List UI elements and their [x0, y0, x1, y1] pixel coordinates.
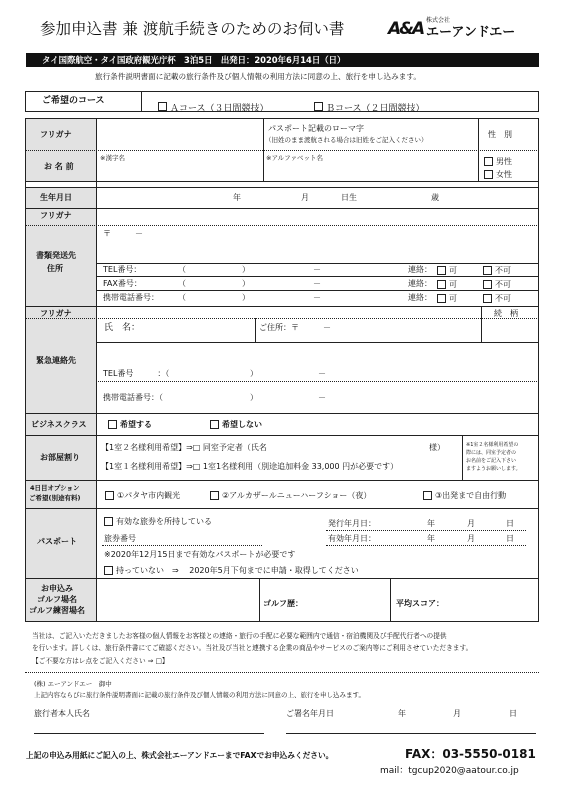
emergency-mobile-label: 携帯電話番号：（ [103, 393, 163, 402]
name-roman-input[interactable] [264, 151, 477, 180]
alphabet-note: ※アルファベット名 [266, 154, 324, 162]
golf-history-label: ゴルフ歴： [263, 599, 303, 608]
fax-contact-ng[interactable]: 不可 [483, 279, 511, 290]
name-furigana-input[interactable] [97, 119, 262, 149]
birthday-year: 年 [233, 193, 241, 202]
passport-expiry-label: 有効年月日： [328, 534, 376, 543]
golf-score-label: 平均スコア： [396, 599, 444, 608]
business-no-checkbox[interactable]: 希望しない [210, 419, 262, 430]
mailing-fax-label: FAX番号： [103, 279, 142, 288]
brand-mark: A&A [388, 19, 424, 39]
golf-label-3: ゴルフ練習場名 [29, 606, 85, 615]
passport-has-checkbox[interactable]: 有効な旅券を所持している [104, 516, 212, 527]
emergency-furigana-label: フリガナ [40, 309, 72, 318]
fax-paren-close: ） [242, 279, 250, 288]
option-3-checkbox[interactable]: ③出発まで自由行動 [423, 490, 506, 501]
mailing-furigana-label: フリガナ [40, 211, 72, 220]
signer-label: 旅行者本人氏名 [34, 709, 90, 718]
passport-number-input[interactable] [140, 532, 262, 544]
passport-notice: ※2020年12月15日まで有効なパスポートが必要です [104, 550, 296, 559]
brand-small: 株式会社 [426, 17, 451, 24]
room-note-3: お名前をご記入下さい [466, 458, 517, 464]
birthday-age: 歳 [431, 193, 439, 202]
mailing-tel-label: TEL番号： [103, 265, 142, 274]
business-label: ビジネスクラス [31, 420, 87, 429]
event-banner: タイ国際航空・タイ国政府観光庁杯 3泊5日 出発日：2020年6月14日（日） [26, 53, 539, 67]
kanji-note: ※漢字名 [100, 154, 125, 162]
mobile-contact: 連絡： [408, 293, 432, 302]
gender-male-checkbox[interactable]: 男性 [484, 156, 512, 167]
business-yes-checkbox[interactable]: 希望する [108, 419, 152, 430]
emergency-mobile-close: ） [250, 393, 258, 402]
room-note-4: ますようお願いします。 [466, 466, 521, 472]
golf-label-2: ゴルフ場名 [37, 595, 77, 604]
emergency-relation-label: 続 柄 [494, 309, 518, 318]
mailing-mobile-label: 携帯電話番号： [103, 293, 159, 302]
course-a-checkbox[interactable]: Ａコース（３日間競技） [158, 96, 269, 115]
mobile-contact-ng[interactable]: 不可 [483, 293, 511, 304]
postal-code: 〒 － [103, 229, 143, 238]
mobile-paren-open: （ [178, 293, 186, 302]
tel-dash: － [313, 265, 321, 274]
mailing-label-1: 書類発送先 [36, 251, 76, 260]
tel-contact: 連絡： [408, 265, 432, 274]
emergency-tel-dash: － [318, 369, 326, 378]
golf-label-1: お申込み [41, 584, 73, 593]
golf-course-input[interactable] [97, 579, 258, 621]
sign-date-label: ご署名年月日 [286, 709, 334, 718]
passport-number-label: 旅券番号 [104, 534, 136, 543]
fax-contact-ok[interactable]: 可 [437, 279, 457, 290]
issue-month: 月 [467, 519, 475, 528]
privacy-line-3[interactable]: 【ご不要な方はレ点をご記入ください ⇒ □】 [32, 657, 169, 665]
sign-month: 月 [453, 709, 461, 718]
name-label: お 名 前 [44, 162, 74, 171]
course-b-checkbox[interactable]: Ｂコース（２日間競技） [314, 96, 425, 115]
gender-label: 性 別 [488, 130, 512, 139]
birthday-month: 月 [301, 193, 309, 202]
mobile-contact-ok[interactable]: 可 [437, 293, 457, 304]
emergency-tel-close: ） [250, 369, 258, 378]
room-label: お部屋割り [40, 453, 80, 462]
room-note-2: 際には、同室予定者の [466, 450, 517, 456]
birthday-day: 日生 [341, 193, 357, 202]
passport-issue-label: 発行年月日： [328, 519, 376, 528]
passport-roman-title: パスポート記載のローマ字 [268, 124, 364, 133]
expiry-month: 月 [467, 534, 475, 543]
page-title: 参加申込書 兼 渡航手続きのためのお伺い書 [40, 20, 345, 38]
mobile-dash: － [313, 293, 321, 302]
tel-paren-close: ） [242, 265, 250, 274]
options-label-1: 4日目オプション [30, 484, 80, 492]
issue-year: 年 [427, 519, 435, 528]
intro-text: 旅行条件説明書面に記載の旅行条件及び個人情報の利用方法に同意の上、旅行を申し込みます。 [95, 72, 421, 81]
footer-mail[interactable]: mail：tgcup2020@aatour.co.jp [380, 766, 519, 776]
option-2-checkbox[interactable]: ②アルカザールニューハーフショー（夜） [210, 490, 371, 501]
emergency-label: 緊急連絡先 [36, 356, 76, 365]
emergency-tel-label: TEL番号 ：（ [103, 369, 170, 378]
fax-contact: 連絡： [408, 279, 432, 288]
course-label: ご希望のコース [42, 96, 105, 106]
addressee: (株) エーアンドエー 御中 [34, 680, 112, 688]
gender-female-checkbox[interactable]: 女性 [484, 169, 512, 180]
passport-label: パスポート [37, 537, 77, 546]
tel-paren-open: （ [178, 265, 186, 274]
sign-day: 日 [509, 709, 517, 718]
birthday-label: 生年月日 [40, 193, 72, 202]
brand-name: エーアンドエー [426, 25, 516, 40]
sign-year: 年 [398, 709, 406, 718]
name-furigana-label: フリガナ [40, 130, 72, 139]
tel-contact-ng[interactable]: 不可 [483, 265, 511, 276]
agree-text: 上記内容ならびに旅行条件説明書面に記載の旅行条件及び個人情報の利用方法に同意の上、旅行を申し込みます。 [34, 691, 365, 699]
signer-input[interactable] [100, 706, 270, 720]
brand-logo [388, 18, 538, 42]
expiry-day: 日 [506, 534, 514, 543]
emergency-name-input[interactable] [145, 319, 253, 341]
birthday-input[interactable] [97, 189, 538, 207]
footer-fax: FAX：03-5550-0181 [405, 747, 536, 761]
issue-day: 日 [506, 519, 514, 528]
tel-contact-ok[interactable]: 可 [437, 265, 457, 276]
options-label-2: ご希望(別途有料) [29, 494, 81, 502]
fax-dash: － [313, 279, 321, 288]
passport-roman-note: （旧姓のまま渡航される場合は旧姓をご記入ください） [265, 136, 428, 144]
privacy-line-2: を行います。詳しくは、旅行条件書にてご確認ください。当社及び当社と連携する企業の商品やサービスのご案内等にご利用させていただきます。 [32, 644, 473, 652]
passport-none-checkbox[interactable]: 持っていない ⇒ 2020年5月下旬までに申請・取得してください [104, 565, 359, 576]
option-1-checkbox[interactable]: ①パタヤ市内観光 [105, 490, 180, 501]
room-single[interactable]: 【1室１名様利用希望】⇒□ 1室1名様利用（別途追加料金 33,000 円が必要です） [101, 462, 399, 471]
name-kanji-input[interactable] [97, 151, 262, 180]
room-double[interactable]: 【1室２名様利用希望】⇒□ 同室予定者（氏名 [101, 443, 267, 452]
privacy-line-1: 当社は、ご記入いただきましたお客様の個人情報をお客様との連絡・旅行の手配に必要な範囲内で通信・宿泊機関及び手配代行者への提供 [32, 632, 447, 640]
mailing-label-2: 住所 [47, 264, 63, 273]
mobile-paren-close: ） [242, 293, 250, 302]
mailing-address-input[interactable] [97, 226, 538, 262]
emergency-address-label: ご住所：〒 － [259, 323, 331, 332]
emergency-name-label: 氏 名： [104, 323, 141, 333]
room-note-1: ※1室２名様利用希望の [466, 442, 519, 448]
expiry-year: 年 [427, 534, 435, 543]
fax-paren-open: （ [178, 279, 186, 288]
room-double-end: 様） [429, 443, 445, 452]
footer-text: 上記の申込み用紙にご記入の上、株式会社エーアンドエーまでFAXでお申込みください。 [26, 751, 334, 760]
emergency-mobile-dash: － [318, 393, 326, 402]
